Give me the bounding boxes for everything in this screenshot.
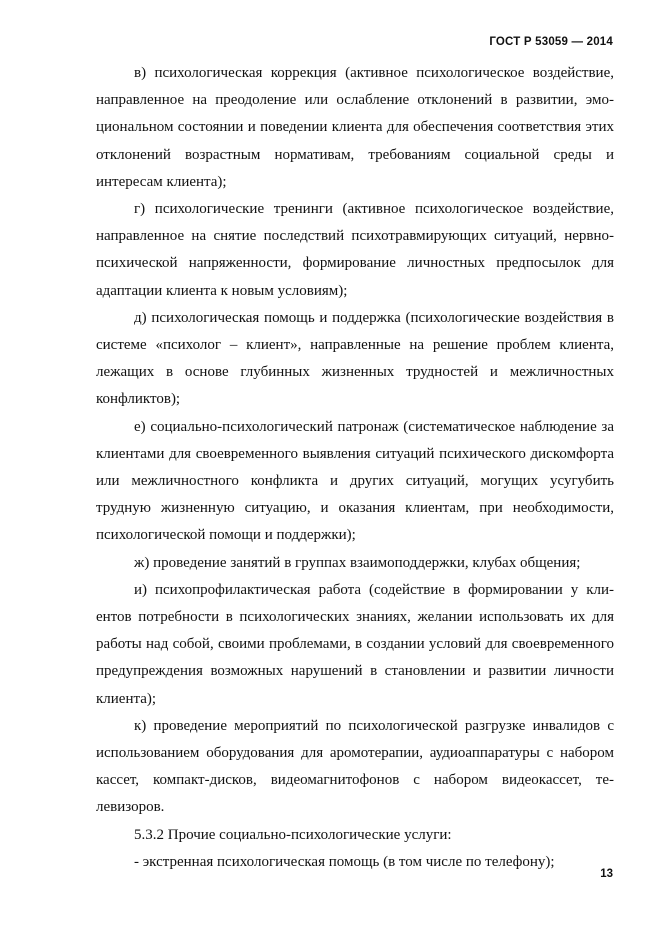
body-text [96,60,614,876]
paragraph-item-zh: ж) проведение занятий в группах взаимоподдержки, клубах общения; [134,554,581,571]
page-number: 13 [600,868,613,880]
section-heading-5-3-2: 5.3.2 Прочие социально-психологические услуги: [134,826,452,843]
paragraph-item-d: д) психологическая помощь и поддержка (психологические воздействия в системе «психолог – клиент», направленные на решение проблем клиента, лежащих в основе глубинных жизненных трудностей и межличностных конфликтов); [96,309,614,408]
paragraph-item-v: в) психологическая коррекция (активное психологическое воздействие, направленное на преодоление или ослабление отклонений в развитии, эмоциональном состоянии и поведении клиента для обеспечения соответствия этих отклонений возрастным нормативам, требованиям социальной среды и интересам клиента); [96,65,614,190]
standard-header: ГОСТ Р 53059 — 2014 [489,36,613,48]
paragraph-item-i: и) психопрофилактическая работа (содействие в формировании у клиентов потребности в психологических знаниях, желании использовать их для работы над собой, своими проблемами, в создании условий для своевременного предупреждения возможных нарушений в становлении и развитии личности клиента); [96,581,614,707]
list-item-emergency-help: - экстренная психологическая помощь (в том числе по телефону); [134,853,555,870]
paragraph-item-e: е) социально-психологический патронаж (систематическое наблюдение за клиентами для своевременного выявления ситуаций психического дискомфорта или межличностного конфликта и других ситуаций, могущих усугубить трудную жизненную ситуацию, и оказания клиентам, при необходимости, психологической помощи и поддержки); [96,418,614,544]
paragraph-item-g: г) психологические тренинги (активное психологическое воздействие, направленное на снятие последствий психотравмирующих ситуаций, нервно-психической напряженности, формирование личностных предпосылок для адаптации клиента к новым условиям); [96,201,614,299]
paragraph-item-k: к) проведение мероприятий по психологической разгрузке инвалидов с использованием оборудования для аромотерапии, аудиоаппаратуры с набором кассет, компакт-дисков, видеомагнитофонов с набором видеокассет, телевизоров. [96,717,614,816]
